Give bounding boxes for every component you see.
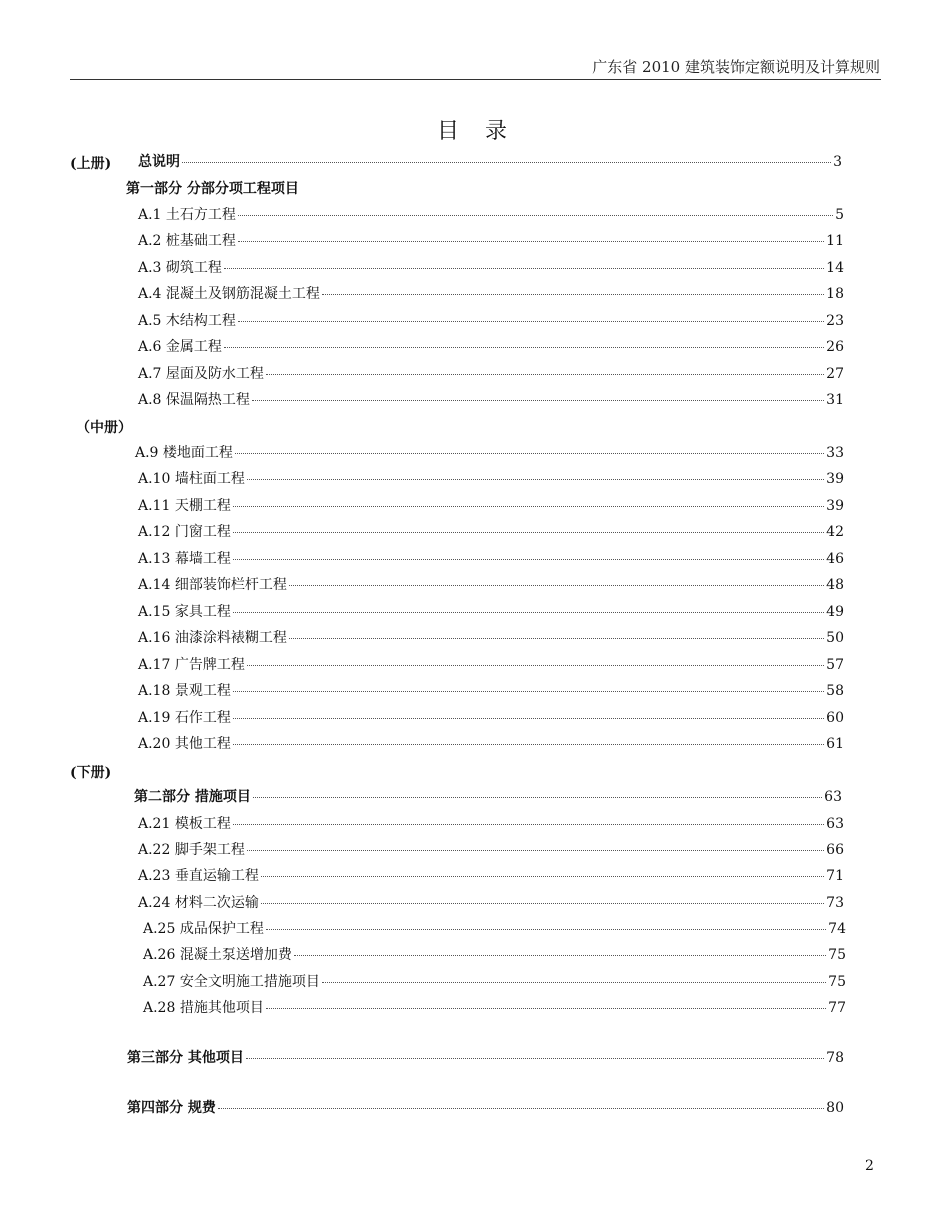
toc-entry-page-number: 80 [826, 1100, 844, 1116]
toc-entry-page-number: 61 [826, 736, 844, 752]
toc-entry [143, 999, 846, 1017]
toc-leader-dots [233, 532, 824, 533]
toc-entry-title: A.14 细部装饰栏杆工程 [138, 577, 287, 593]
toc-entry-page-number: 63 [824, 789, 842, 805]
toc-entry-title: 第二部分 措施项目 [134, 789, 251, 805]
toc-entry-page-number: 26 [826, 339, 844, 355]
toc-leader-dots [238, 321, 824, 322]
toc-entry-title: A.25 成品保护工程 [143, 921, 264, 937]
toc-entry-page-number: 63 [826, 816, 844, 832]
toc-leader-dots [233, 506, 824, 507]
toc-entry [138, 709, 844, 727]
toc-entry-page-number: 3 [833, 154, 842, 170]
toc-entry [143, 946, 846, 964]
toc-entry-page-number: 23 [826, 313, 844, 329]
toc-entry [138, 153, 842, 171]
toc-entry-page-number: 42 [826, 524, 844, 540]
toc-leader-dots [266, 1008, 826, 1009]
toc-entry-title: A.24 材料二次运输 [138, 895, 259, 911]
toc-leader-dots [238, 241, 824, 242]
volume-upper-label: (上册) [70, 156, 112, 172]
toc-entry-page-number: 74 [828, 921, 846, 937]
toc-entry [138, 815, 844, 833]
toc-entry-title: A.5 木结构工程 [138, 313, 236, 329]
toc-entry-title: 总说明 [138, 154, 180, 170]
toc-leader-dots [261, 876, 824, 877]
toc-entry-page-number: 58 [826, 683, 844, 699]
toc-entry-title: A.19 石作工程 [138, 710, 231, 726]
toc-entry-title: A.16 油漆涂料裱糊工程 [138, 630, 287, 646]
toc-entry [138, 497, 844, 515]
toc-entry-title: A.11 天棚工程 [138, 498, 231, 514]
toc-entry-title: 第三部分 其他项目 [127, 1050, 244, 1066]
volume-lower-label: (下册) [70, 765, 112, 781]
toc-entry [138, 285, 844, 303]
toc-entry [138, 894, 844, 912]
toc-entry-page-number: 49 [826, 604, 844, 620]
toc-leader-dots [322, 294, 824, 295]
toc-entry [138, 470, 844, 488]
toc-leader-dots [218, 1108, 824, 1109]
toc-entry-page-number: 60 [826, 710, 844, 726]
toc-entry-title: A.2 桩基础工程 [138, 233, 236, 249]
toc-entry [138, 523, 844, 541]
toc-entry-page-number: 46 [826, 551, 844, 567]
toc-leader-dots [235, 453, 824, 454]
toc-entry-page-number: 14 [826, 260, 844, 276]
toc-entry [127, 1049, 844, 1067]
toc-leader-dots [322, 982, 826, 983]
toc-leader-dots [224, 268, 824, 269]
toc-entry-page-number: 18 [826, 286, 844, 302]
toc-leader-dots [233, 824, 824, 825]
toc-entry-title: A.6 金属工程 [138, 339, 222, 355]
toc-entry-page-number: 50 [826, 630, 844, 646]
toc-entry [138, 576, 844, 594]
toc-leader-dots [224, 347, 824, 348]
toc-entry [138, 656, 844, 674]
toc-entry-page-number: 33 [826, 445, 844, 461]
toc-entry [143, 973, 846, 991]
toc-entry-page-number: 66 [826, 842, 844, 858]
toc-entry-title: A.8 保温隔热工程 [138, 392, 250, 408]
toc-leader-dots [182, 162, 831, 163]
toc-entry-page-number: 71 [826, 868, 844, 884]
toc-leader-dots [247, 479, 824, 480]
toc-entry-title: A.27 安全文明施工措施项目 [143, 974, 320, 990]
toc-entry [138, 682, 844, 700]
toc-entry-page-number: 39 [826, 498, 844, 514]
toc-leader-dots [247, 850, 824, 851]
volume-middle-label: （中册） [76, 420, 132, 436]
toc-entry [138, 206, 844, 224]
toc-entry-title: A.13 幕墙工程 [138, 551, 231, 567]
toc-entry [134, 788, 842, 806]
toc-entry [138, 259, 844, 277]
toc-entry-page-number: 77 [828, 1000, 846, 1016]
toc-entry [138, 629, 844, 647]
toc-leader-dots [289, 638, 824, 639]
toc-entry-title: A.7 屋面及防水工程 [138, 366, 264, 382]
toc-entry [138, 735, 844, 753]
toc-entry-page-number: 75 [828, 947, 846, 963]
toc-entry-page-number: 27 [826, 366, 844, 382]
toc-entry-page-number: 73 [826, 895, 844, 911]
toc-leader-dots [294, 955, 826, 956]
toc-entry-title: 第四部分 规费 [127, 1100, 216, 1116]
toc-entry [127, 1099, 844, 1117]
toc-entry [135, 444, 844, 462]
toc-entry-page-number: 5 [835, 207, 844, 223]
toc-entry [143, 920, 846, 938]
toc-leader-dots [266, 929, 826, 930]
toc-leader-dots [261, 903, 824, 904]
toc-leader-dots [233, 744, 824, 745]
toc-leader-dots [233, 612, 824, 613]
toc-leader-dots [289, 585, 824, 586]
toc-entry-title: A.12 门窗工程 [138, 524, 231, 540]
toc-entry-title: A.21 模板工程 [138, 816, 231, 832]
toc-leader-dots [246, 1058, 824, 1059]
toc-leader-dots [253, 797, 822, 798]
toc-entry [138, 391, 844, 409]
toc-leader-dots [238, 215, 833, 216]
toc-entry-title: A.9 楼地面工程 [135, 445, 233, 461]
toc-entry [138, 365, 844, 383]
toc-entry [138, 603, 844, 621]
toc-entry-title: A.4 混凝土及钢筋混凝土工程 [138, 286, 320, 302]
toc-leader-dots [247, 665, 824, 666]
toc-entry [126, 180, 842, 198]
toc-leader-dots [233, 559, 824, 560]
toc-entry-title: A.28 措施其他项目 [143, 1000, 264, 1016]
toc-entry-title: A.17 广告牌工程 [138, 657, 245, 673]
toc-entry-page-number: 31 [826, 392, 844, 408]
toc-entry-title: A.22 脚手架工程 [138, 842, 245, 858]
toc-entry-title: A.18 景观工程 [138, 683, 231, 699]
toc-entry-title: A.23 垂直运输工程 [138, 868, 259, 884]
toc-entry [138, 232, 844, 250]
toc-entry-page-number: 39 [826, 471, 844, 487]
toc-entry-title: A.26 混凝土泵送增加费 [143, 947, 292, 963]
toc-entry [138, 867, 844, 885]
toc-entry-page-number: 78 [826, 1050, 844, 1066]
toc-entry-title: A.3 砌筑工程 [138, 260, 222, 276]
toc-entry-page-number: 57 [826, 657, 844, 673]
toc-leader-dots [233, 691, 824, 692]
toc-leader-dots [233, 718, 824, 719]
toc-entry-title: A.20 其他工程 [138, 736, 231, 752]
toc-entry [138, 550, 844, 568]
toc-entry-title: A.1 土石方工程 [138, 207, 236, 223]
toc-entry-title: 第一部分 分部分项工程项目 [126, 181, 299, 197]
toc-entry-page-number: 75 [828, 974, 846, 990]
toc-entry-page-number: 11 [826, 233, 844, 249]
toc-entry [138, 312, 844, 330]
toc-entry [138, 841, 844, 859]
toc-entry [138, 338, 844, 356]
toc-entry-page-number: 48 [826, 577, 844, 593]
toc-leader-dots [252, 400, 824, 401]
page-number: 2 [865, 1158, 874, 1174]
toc-entry-title: A.15 家具工程 [138, 604, 231, 620]
toc-leader-dots [266, 374, 824, 375]
running-header: 广东省 2010 建筑装饰定额说明及计算规则 [592, 58, 880, 76]
toc-entry-title: A.10 墙柱面工程 [138, 471, 245, 487]
page-title: 目录 [436, 119, 533, 144]
